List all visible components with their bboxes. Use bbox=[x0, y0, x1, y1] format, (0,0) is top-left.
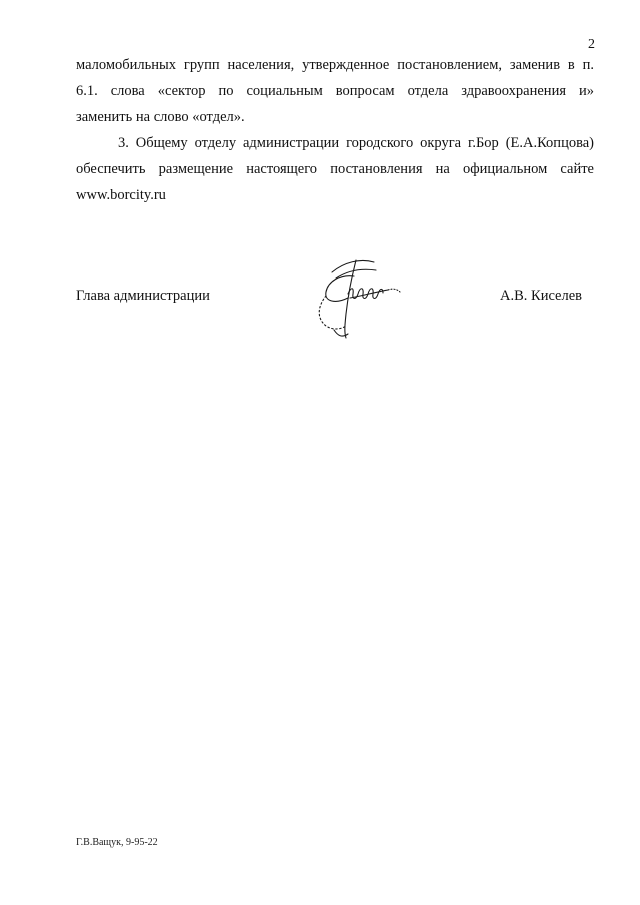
text-line: www.borcity.ru bbox=[76, 187, 166, 203]
document-body bbox=[76, 52, 594, 208]
text-line: 3. Общему отделу администрации городского округа г.Бор (Е.А.Копцова) bbox=[118, 135, 594, 151]
paragraph-publication bbox=[76, 130, 594, 208]
paragraph-amendment bbox=[76, 52, 594, 130]
signer-name: А.В. Киселев bbox=[500, 288, 583, 304]
handwritten-signature-icon bbox=[296, 252, 408, 344]
text-line: обеспечить размещение настоящего постановления на официальном сайте bbox=[76, 161, 594, 177]
text-line: 6.1. слова «сектор по социальным вопросам отдела здравоохранения и» bbox=[76, 83, 594, 99]
page-number: 2 bbox=[588, 37, 595, 52]
text-line: заменить на слово «отдел». bbox=[76, 109, 245, 125]
footer-contact-note: Г.В.Ващук, 9-95-22 bbox=[76, 837, 158, 848]
signer-title: Глава администрации bbox=[76, 288, 210, 304]
text-line: маломобильных групп населения, утвержденное постановлением, заменив в п. bbox=[76, 57, 594, 73]
